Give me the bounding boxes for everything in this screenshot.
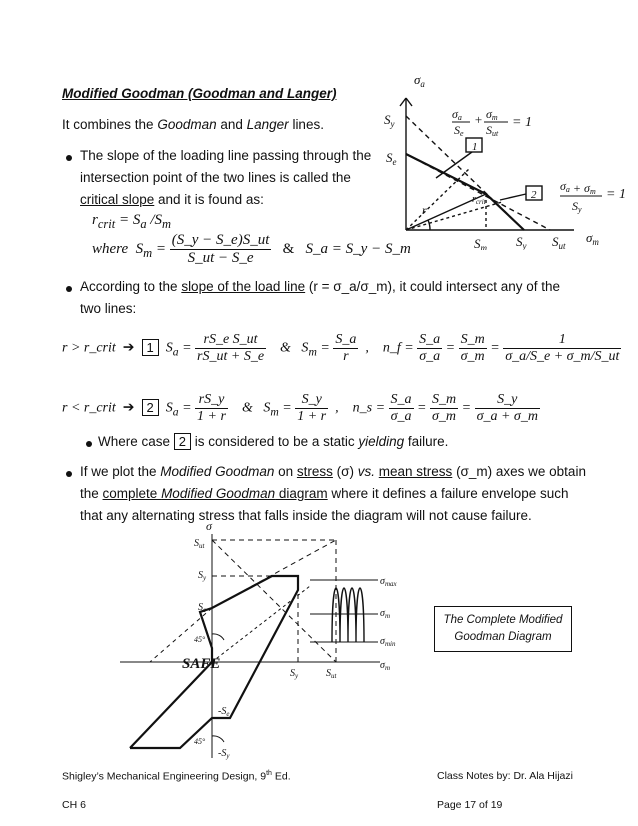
footer-chapter: CH 6 [62,799,86,811]
sketch-label-sigma-m: $\sigma_m$ [586,230,599,247]
case2-condition: r < r_crit [62,400,116,416]
intro-goodman: Goodman [157,117,217,132]
case1-condition: r > r_crit [62,340,116,356]
sketch-label-sy: $S_y$ [384,112,395,129]
case2-equations: r < r_crit ➔ 2 $S_a$ = $\frac{rS\_y}{1 + r}$ & $S_m$ = $\frac{S\_y}{1 + r}$ , n_s = $\frac{S\_a}{\sigma\_a}$ = $\frac{S\_m}{\sigma\_m}$ = $\frac{S\_y}{\sigma\_a + \sigma\_m}$ [62,392,538,424]
svg-text:Sut: $S_{ut}$ [194,538,205,550]
svg-text:r: r [422,203,427,217]
goodman-langer-sketch [374,70,634,250]
sm-numerator: (S_y − S_e)S_ut [171,232,270,248]
svg-text:Sy: $S_y$ [290,668,299,680]
angle-label-bottom: 45° [194,737,206,746]
safe-label: SAFE [182,656,221,672]
sm-denominator: S_ut − S_e [187,250,254,266]
bullet2-paragraph: According to the slope of the load line (r = σ_a/σ_m), it could intersect any of the two lines: [80,279,561,316]
bullet3-paragraph: If we plot the Modified Goodman on stress (σ) vs. mean stress (σ_m) axes we obtain the complete Modified Goodman diagram where it defines a failure envelope such that any alternating stress that falls inside the diagram will not cause failure. [80,464,586,523]
svg-text:σm: $\sigma_m$ [380,660,390,672]
svg-text:-Se: $-S_e$ [218,706,230,718]
sketch-label-sm: $S_m$ [474,236,487,250]
svg-text:Se: Se [454,123,464,138]
svg-text:Sy: Sy [572,199,582,214]
footer-author: Class Notes by: Dr. Ala Hijazi [437,770,573,782]
footer-book: Shigley’s Mechanical Engineering Design, 9th Ed. [62,770,291,783]
sketch-label-sut: $S_{ut}$ [552,234,566,250]
bullet1-line: The slope of the loading line passing through the [80,148,372,163]
rcrit-equation: $r_{crit} = S_a$ $/S_m$ [92,212,172,231]
svg-text:σm: $\sigma_m$ [380,608,390,620]
complete-diagram-link: complete Modified Goodman diagram [102,486,328,501]
svg-text:σa + σm: σa + σm [560,179,596,196]
sub-bullet-dot [86,441,92,447]
svg-text:= 1: = 1 [606,187,626,202]
footer-page: Page 17 of 19 [437,799,503,811]
svg-text:Sut: Sut [486,123,499,138]
svg-text:σ: σ [206,519,212,533]
bullet1-line: intersection point of the two lines is called the [80,170,351,185]
critical-slope-link: critical slope [80,192,155,207]
angle-label-top: 45° [194,635,206,644]
bullet-dot [66,155,72,161]
sketch-label-rcrit: $r_{crit}$ [472,194,486,206]
intro-langer: Langer [246,117,289,132]
bullet1-paragraph [80,145,380,211]
intro-paragraph [62,114,324,136]
svg-text:2: 2 [531,189,537,201]
case1-box: 1 [142,339,159,356]
sketch-label-sigma-a: $\sigma_a$ [414,72,425,89]
intro-text: lines. [288,117,324,132]
complete-goodman-diagram [110,518,410,762]
sketch-label-sy2: $S_y$ [516,234,527,250]
intro-text: It combines the [62,117,158,132]
svg-text:σmax: $\sigma_{max}$ [380,576,397,588]
svg-text:= 1: = 1 [512,115,532,130]
svg-text:σm: σm [486,107,498,122]
svg-text:Se: $S_e$ [198,602,207,614]
svg-text:+: + [474,112,483,127]
where-equation: where $S_m$ = $\frac{(S\_y - S\_e)S\_ut}{S\_ut - S\_e}$ & S_a = S_y − S_m [92,232,411,266]
angle-arc [428,220,430,230]
mean-stress-link: mean stress [378,464,453,479]
bullet-dot [66,286,72,292]
load-line-link: slope of the load line [181,279,306,294]
bullet-dot [66,471,72,477]
svg-text:σa: σa [452,107,462,122]
svg-text:Sy: $S_y$ [198,570,207,582]
svg-text:Sut: $S_{ut}$ [326,668,337,680]
case1-equations: r > r_crit ➔ 1 $S_a$ = $\frac{\text{rS\_e S\_ut}}{rS\_ut + S\_e}$ & $S_m$ = $\frac{S\_a}{r}$ , n_f = $\frac{S\_a}{\sigma\_a}$ = $\frac{S\_m}{\sigma\_m}$ = $\frac{1}{\sigma\_a/S\_e + \sigma\_m/S\_ut}$ [62,332,620,364]
section-title: Modified Goodman (Goodman and Langer) [62,86,337,101]
stress-waveform [332,588,364,642]
bullet1-line: and it is found as: [154,192,264,207]
failure-envelope [406,154,524,230]
svg-text:1: 1 [472,141,478,153]
case2-box: 2 [142,399,159,416]
svg-text:σmin: $\sigma_{min}$ [380,636,396,648]
diagram-caption: The Complete Modified Goodman Diagram [434,606,572,652]
sa-expression: S_a = S_y − S_m [305,240,411,257]
intro-text: and [216,117,247,132]
case2-box-inline: 2 [174,433,191,450]
svg-text:-Sy: $-S_y$ [218,748,230,760]
stress-link: stress [296,464,333,479]
sketch-label-se: $S_e$ [386,150,397,167]
where-word: where [92,240,129,257]
subbullet-paragraph: Where case 2 is considered to be a static yielding failure. [98,434,449,449]
